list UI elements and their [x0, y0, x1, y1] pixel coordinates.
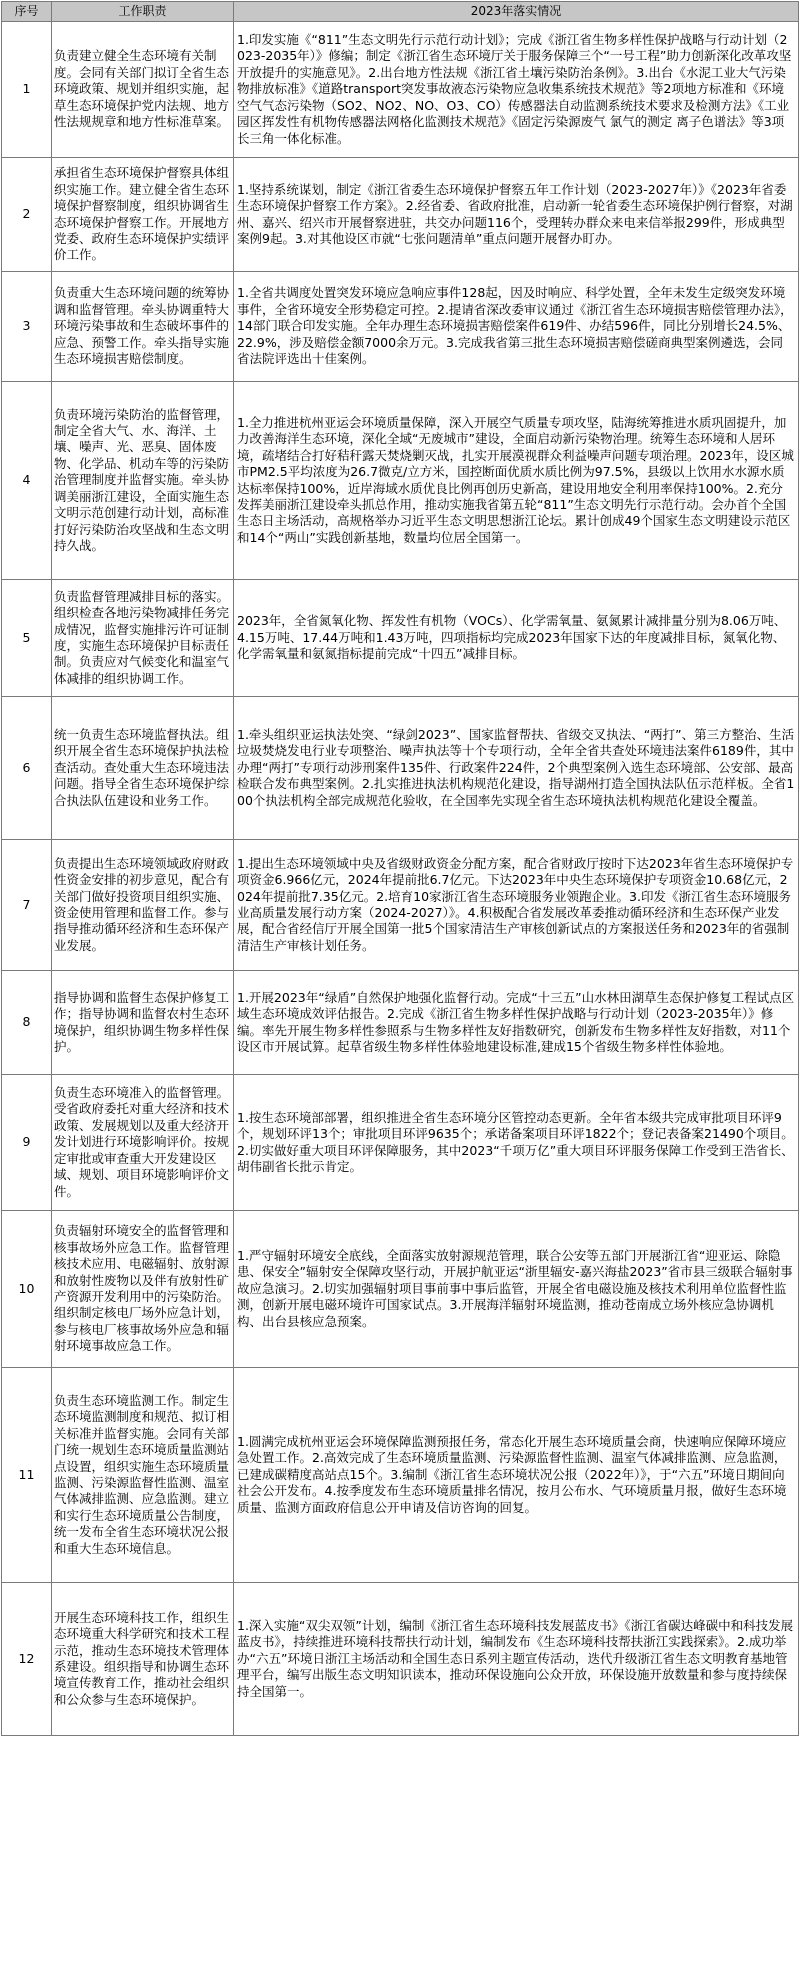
header-row: [2, 2, 799, 22]
row-result: 1.全省共调度处置突发环境应急响应事件128起，因及时响应、科学处置，全年未发生定级突发环境事件，全省环境安全形势稳定可控。2.提请省深改委审议通过《浙江省生态环境损害赔偿管理办法》，14部门联合印发实施。全年办理生态环境损害赔偿案件619件、办结596件，同比分别增长24.5%、22.9%，涉及赔偿金额7000余万元。3.完成我省第三批生态环境损害赔偿磋商典型案例遴选，会同省法院评选出十佳案例。: [234, 272, 799, 382]
row-result: 1.按生态环境部部署，组织推进全省生态环境分区管控动态更新。全年省本级共完成审批项目环评9个，规划环评13个；审批项目环评9635个；承诺备案项目环评1822个；登记表备案21490个项目。2.切实做好重大项目环评保障服务，其中2023“千项万亿”重大项目环评服务保障工作受到王浩省长、胡伟副省长批示肯定。: [234, 1075, 799, 1211]
row-number: 8: [2, 971, 52, 1075]
row-duty: 负责生态环境准入的监督管理。受省政府委托对重大经济和技术政策、发展规划以及重大经济开发计划进行环境影响评价。按规定审批或审查重大开发建设区域、规划、项目环境影响评价文件。: [52, 1075, 234, 1211]
row-number: 6: [2, 697, 52, 840]
table-row: [2, 1583, 799, 1736]
table-row: [2, 580, 799, 697]
table-row: [2, 697, 799, 840]
row-number: 1: [2, 22, 52, 158]
row-number: 9: [2, 1075, 52, 1211]
header-no: 序号: [2, 2, 52, 22]
row-duty: 统一负责生态环境监督执法。组织开展全省生态环境保护执法检查活动。查处重大生态环境违法问题。指导全省生态环境保护综合执法队伍建设和业务工作。: [52, 697, 234, 840]
row-result: 1.印发实施《“811”生态文明先行示范行动计划》；完成《浙江省生物多样性保护战略与行动计划（2023-2035年）》修编；制定《浙江省生态环境厅关于服务保障三个“一号工程”助力创新深化改革攻坚开放提升的实施意见》。2.出台地方性法规《浙江省土壤污染防治条例》。3.出台《水泥工业大气污染物排放标准》《道路transport突发事故液态污染物应急收集系统技术规范》等2项地方标准和《环境空气气态污染物（SO2、NO2、NO、O3、CO）传感器法自动监测系统技术要求及检测方法》《工业园区挥发性有机物传感器法网格化监测技术规范》《固定污染源废气 氯气的测定 离子色谱法》等3项长三角一体化标准。: [234, 22, 799, 158]
row-result: 1.全力推进杭州亚运会环境质量保障，深入开展空气质量专项攻坚，陆海统筹推进水质巩固提升，加力改善海洋生态环境，深化全域“无废城市”建设，全面启动新污染物治理。统筹生态环境和人居环境，疏堵结合打好秸秆露天焚烧剿灭战，扎实开展漠视群众利益噪声问题专项治理。2023年，设区城市PM2.5平均浓度为26.7微克/立方米，国控断面优质水质比例为97.5%，县级以上饮用水水源水质达标率保持100%，近岸海域水质优良比例再创历史新高，建设用地安全利用率保持100%。2.充分发挥美丽浙江建设牵头抓总作用，推动实施我省第五轮“811”生态文明先行示范行动。会办首个全国生态日主场活动，高规格举办习近平生态文明思想浙江论坛。累计创成49个国家生态文明建设示范区和14个“两山”实践创新基地，数量均位居全国第一。: [234, 382, 799, 580]
duties-table: [1, 1, 799, 1736]
row-duty: 负责提出生态环境领域政府财政性资金安排的初步意见，配合有关部门做好投资项目组织实施、资金使用管理和监督工作。参与指导推动循环经济和生态环保产业发展。: [52, 840, 234, 971]
table-row: [2, 1211, 799, 1368]
row-result: 1.开展2023年“绿盾”自然保护地强化监督行动。完成“十三五”山水林田湖草生态保护修复工程试点区域生态环境成效评估报告。2.完成《浙江省生物多样性保护战略与行动计划（2023-2035年）》修编。率先开展生物多样性参照系与生物多样性友好指数研究，创新发布生物多样性友好指数，对11个设区市开展试算。起草省级生物多样性体验地建设标准,建成15个省级生物多样性体验地。: [234, 971, 799, 1075]
table-row: [2, 382, 799, 580]
table-row: [2, 971, 799, 1075]
table-row: [2, 158, 799, 272]
row-number: 12: [2, 1583, 52, 1736]
row-duty: 承担省生态环境保护督察具体组织实施工作。建立健全省生态环境保护督察制度，组织协调省生态环境保护督察工作。开展地方党委、政府生态环境保护实绩评价工作。: [52, 158, 234, 272]
row-result: 1.提出生态环境领域中央及省级财政资金分配方案，配合省财政厅按时下达2023年省生态环境保护专项资金6.966亿元，2024年提前批6.7亿元。下达2023年中央生态环境保护专项资金10.68亿元，2024年提前批7.35亿元。2.培育10家浙江省生态环境服务业领跑企业。3.印发《浙江省生态环境服务业高质量发展行动方案（2024-2027）》。4.积极配合省发展改革委推动循环经济和生态环保产业发展，配合省经信厅开展全国第一批5个国家清洁生产审核创新试点的方案报送任务和2023年的省强制清洁生产审核计划任务。: [234, 840, 799, 971]
row-number: 10: [2, 1211, 52, 1368]
header-duty: 工作职责: [52, 2, 234, 22]
row-duty: 负责建立健全生态环境有关制度。会同有关部门拟订全省生态环境政策、规划并组织实施，起草生态环境保护党内法规、地方性法规规章和地方性标准草案。: [52, 22, 234, 158]
row-number: 7: [2, 840, 52, 971]
row-number: 4: [2, 382, 52, 580]
header-result: 2023年落实情况: [234, 2, 799, 22]
row-number: 3: [2, 272, 52, 382]
work-duties-sheet: [1, 1, 798, 1736]
row-duty: 指导协调和监督生态保护修复工作；指导协调和监督农村生态环境保护，组织协调生物多样性保护。: [52, 971, 234, 1075]
table-row: [2, 22, 799, 158]
row-duty: 负责生态环境监测工作。制定生态环境监测制度和规范、拟订相关标准并监督实施。会同有关部门统一规划生态环境质量监测站点设置，组织实施生态环境质量监测、污染源监督性监测、温室气体减排监测、应急监测。建立和实行生态环境质量公告制度，统一发布全省生态环境状况公报和重大生态环境信息。: [52, 1368, 234, 1583]
table-row: [2, 840, 799, 971]
row-duty: 负责监督管理减排目标的落实。组织检查各地污染物减排任务完成情况，监督实施排污许可证制度，实施生态环境保护目标责任制。负责应对气候变化和温室气体减排的组织协调工作。: [52, 580, 234, 697]
row-number: 11: [2, 1368, 52, 1583]
row-number: 5: [2, 580, 52, 697]
table-row: [2, 1368, 799, 1583]
table-row: [2, 272, 799, 382]
row-result: 1.严守辐射环境安全底线，全面落实放射源规范管理，联合公安等五部门开展浙江省“迎亚运、除隐患、保安全”辐射安全保障攻坚行动，开展护航亚运“浙里辐安-嘉兴海盐2023”省市县三级联合辐射事故应急演习。2.切实加强辐射项目事前事中事后监管，开展全省电磁设施及核技术利用单位监督性监测，创新开展电磁环境许可国家试点。3.开展海洋辐射环境监测，推动苍南成立场外核应急协调机构、出台县核应急预案。: [234, 1211, 799, 1368]
table-row: [2, 1075, 799, 1211]
row-duty: 负责重大生态环境问题的统筹协调和监督管理。牵头协调重特大环境污染事故和生态破坏事件的应急、预警工作。牵头指导实施生态环境损害赔偿制度。: [52, 272, 234, 382]
row-duty: 负责辐射环境安全的监督管理和核事故场外应急工作。监督管理核技术应用、电磁辐射、放射源和放射性废物以及伴有放射性矿产资源开发利用中的污染防治。组织制定核电厂场外应急计划，参与核电厂核事故场外应急和辐射环境事故应急工作。: [52, 1211, 234, 1368]
row-duty: 负责环境污染防治的监督管理，制定全省大气、水、海洋、土壤、噪声、光、恶臭、固体废物、化学品、机动车等的污染防治管理制度并监督实施。牵头协调美丽浙江建设，全面实施生态文明示范创建行动计划，高标准打好污染防治攻坚战和生态文明持久战。: [52, 382, 234, 580]
row-result: 1.深入实施“双尖双领”计划，编制《浙江省生态环境科技发展蓝皮书》《浙江省碳达峰碳中和科技发展蓝皮书》，持续推进环境科技帮扶行动计划，编制发布《生态环境科技帮扶浙江实践探索》。2.成功举办“六五”环境日浙江主场活动和全国生态日系列主题宣传活动，迭代升级浙江省生态文明教育基地管理平台，编写出版生态文明知识读本，推动环保设施向公众开放，环保设施开放数量和参与度持续保持全国第一。: [234, 1583, 799, 1736]
row-result: 1.坚持系统谋划，制定《浙江省委生态环境保护督察五年工作计划（2023-2027年）》《2023年省委生态环境保护督察工作方案》。2.经省委、省政府批准，启动新一轮省委生态环境保护例行督察，对湖州、嘉兴、绍兴市开展督察进驻，共交办问题116个，受理转办群众来电来信举报299件，形成典型案例9起。3.对其他设区市就“七张问题清单”重点问题开展督办盯办。: [234, 158, 799, 272]
row-duty: 开展生态环境科技工作，组织生态环境重大科学研究和技术工程示范，推动生态环境技术管理体系建设。组织指导和协调生态环境宣传教育工作，推动社会组织和公众参与生态环境保护。: [52, 1583, 234, 1736]
row-result: 1.牵头组织亚运执法处突、“绿剑2023”、国家监督帮扶、省级交叉执法、“两打”、第三方整治、生活垃圾焚烧发电行业专项整治、噪声执法等十个专项行动，全年全省共查处环境违法案件6189件，其中办理“两打”专项行动涉刑案件135件、行政案件224件，2个典型案例入选生态环境部、公安部、最高检联合发布典型案例。2.扎实推进执法机构规范化建设，指导湖州打造全国执法队伍示范样板。全省100个执法机构全部完成规范化验收，在全国率先实现全省生态环境执法机构规范化建设全覆盖。: [234, 697, 799, 840]
row-result: 1.圆满完成杭州亚运会环境保障监测预报任务，常态化开展生态环境质量会商，快速响应保障环境应急处置工作。2.高效完成了生态环境质量监测、污染源监督性监测、温室气体减排监测、应急监测，已建成碳精度高站点15个。3.编制《浙江省生态环境状况公报（2022年）》，于“六五”环境日期间向社会公开发布。4.按季度发布生态环境质量排名情况，按月公布水、气环境质量月报，做好生态环境质量、监测方面政府信息公开申请及信访咨询的回复。: [234, 1368, 799, 1583]
row-result: 2023年，全省氮氧化物、挥发性有机物（VOCs）、化学需氧量、氨氮累计减排量分别为8.06万吨、4.15万吨、17.44万吨和1.43万吨，四项指标均完成2023年国家下达的年度减排目标，氮氧化物、化学需氧量和氨氮指标提前完成“十四五”减排目标。: [234, 580, 799, 697]
row-number: 2: [2, 158, 52, 272]
